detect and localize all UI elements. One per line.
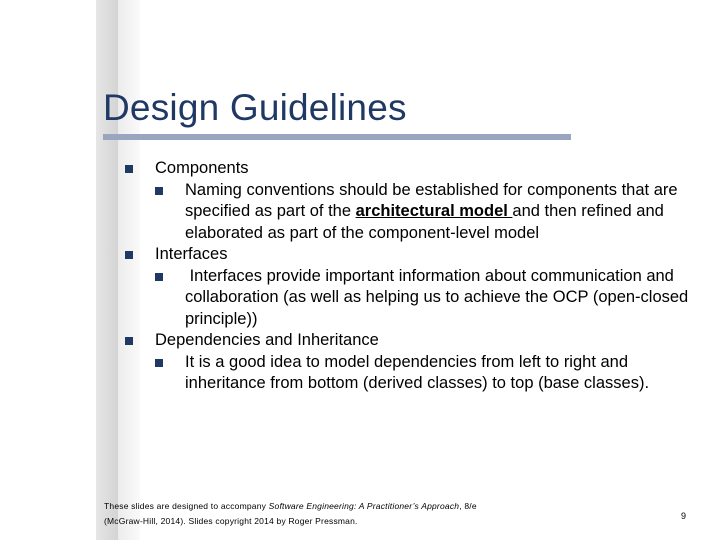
sub-bullet-dependencies [155,352,705,395]
sub-bullet-text: Interfaces provide important information about communication and collaboration (as well as helping us to achieve the OCP (open-closed principle)) [185,266,693,328]
bullet-list [125,158,705,395]
square-bullet-icon [125,337,133,345]
square-bullet-icon [155,187,163,195]
square-bullet-icon [125,251,133,259]
square-bullet-icon [125,165,133,173]
slide-footer [104,499,524,529]
bullet-label: Interfaces [155,245,228,263]
bullet-label: Dependencies and Inheritance [155,331,379,349]
slide-title: Design Guidelines [103,87,407,128]
bullet-interfaces [125,244,705,266]
footer-text-pre: These slides are designed to accompany [104,501,269,511]
footer-book-title: Software Engineering: A Practitioner’s Approach [268,501,460,511]
sub-bullet-text-after: and then refined and elaborated as part of the component-level model [185,202,664,242]
page-number: 9 [681,511,687,521]
sub-bullet-emphasis: architectural model [355,202,513,220]
sub-bullet-text-before: Naming conventions should be established for components that are specified as part of the [185,180,678,220]
square-bullet-icon [155,273,163,281]
footer-text-post: , 8/e [459,501,477,511]
footer-copyright: (McGraw-Hill, 2014). Slides copyright 2014 by Roger Pressman. [104,516,358,526]
bullet-label: Components [155,159,249,177]
sub-bullet-components [155,180,705,245]
square-bullet-icon [155,359,163,367]
sub-bullet-text: It is a good idea to model dependencies from left to right and inheritance from bottom (derived classes) to top (base classes). [185,352,650,392]
sub-bullet-interfaces [155,266,705,331]
title-underline-rule [103,134,571,140]
bullet-components [125,158,705,180]
bullet-dependencies [125,330,705,352]
